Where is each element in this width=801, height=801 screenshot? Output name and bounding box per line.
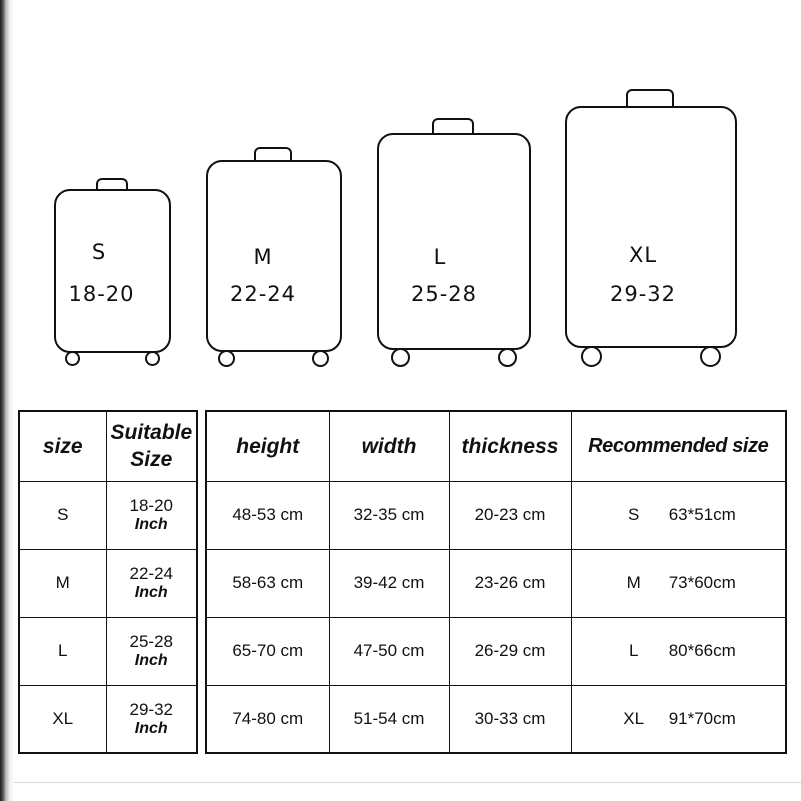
size-header: size	[19, 411, 106, 481]
thickness-cell: 23-26 cm	[449, 549, 571, 617]
recommended-size-code: S	[628, 505, 640, 524]
table-row	[206, 481, 786, 549]
suitable-size-cell	[106, 481, 197, 549]
dimension-table-header-row	[206, 411, 786, 481]
luggage-wheel-icon	[581, 346, 602, 367]
recommended-size-header: Recommended size	[571, 411, 786, 481]
thickness-cell: 30-33 cm	[449, 685, 571, 753]
recommended-size-cell	[571, 617, 786, 685]
size-table	[18, 410, 198, 754]
height-cell: 48-53 cm	[206, 481, 329, 549]
left-edge-shadow	[0, 0, 14, 801]
luggage-range-label: 18-20	[68, 282, 135, 306]
luggage-wheel-icon	[700, 346, 721, 367]
recommended-size-cell	[571, 549, 786, 617]
luggage-wheel-icon	[391, 348, 410, 367]
recommended-size-dims: 73*60cm	[668, 573, 736, 592]
recommended-size-code: M	[626, 573, 641, 592]
thickness-header: thickness	[449, 411, 571, 481]
suitable-size-cell	[106, 549, 197, 617]
recommended-size-cell	[571, 481, 786, 549]
height-cell: 74-80 cm	[206, 685, 329, 753]
table-row	[19, 549, 197, 617]
table-row	[206, 617, 786, 685]
recommended-size-code: L	[628, 641, 639, 660]
luggage-range-label: 29-32	[609, 282, 677, 306]
luggage-size-label: L	[433, 245, 447, 269]
luggage-size-label: S	[91, 240, 107, 264]
height-cell: 65-70 cm	[206, 617, 329, 685]
luggage-wheel-icon	[218, 350, 235, 367]
luggage-range-label: 22-24	[229, 282, 297, 306]
inch-unit: Inch	[134, 719, 168, 737]
recommended-size-cell	[571, 685, 786, 753]
table-row	[19, 617, 197, 685]
luggage-wheel-icon	[65, 351, 80, 366]
size-cell: XL	[19, 685, 106, 753]
size-table-header-row	[19, 411, 197, 481]
table-row	[206, 549, 786, 617]
recommended-size-dims: 80*66cm	[668, 641, 736, 660]
inch-unit: Inch	[134, 652, 168, 669]
size-cell: L	[19, 617, 106, 685]
luggage-size-label: XL	[628, 243, 658, 267]
suitable-range: 25-28	[129, 632, 173, 651]
luggage-wheel-icon	[312, 350, 329, 367]
suitable-range: 29-32	[129, 699, 173, 719]
size-cell: M	[19, 549, 106, 617]
table-row	[206, 685, 786, 753]
recommended-size-dims: 91*70cm	[668, 708, 736, 728]
luggage-handle-icon	[626, 89, 674, 107]
width-cell: 32-35 cm	[329, 481, 449, 549]
recommended-size-code: XL	[623, 708, 645, 728]
luggage-body-icon	[565, 106, 737, 348]
size-cell: S	[19, 481, 106, 549]
width-cell: 39-42 cm	[329, 549, 449, 617]
suitable-range: 22-24	[129, 564, 173, 583]
suitable-size-cell	[106, 617, 197, 685]
dimension-table	[205, 410, 787, 754]
bottom-divider	[14, 782, 801, 783]
table-row	[19, 685, 197, 753]
suitable-size-header: Suitable Size	[106, 411, 197, 481]
height-header: height	[206, 411, 329, 481]
luggage-handle-icon	[254, 147, 292, 161]
suitable-size-cell	[106, 685, 197, 753]
suitable-range: 18-20	[129, 496, 173, 515]
thickness-cell: 20-23 cm	[449, 481, 571, 549]
recommended-size-dims: 63*51cm	[668, 505, 736, 524]
width-cell: 47-50 cm	[329, 617, 449, 685]
luggage-wheel-icon	[498, 348, 517, 367]
width-cell: 51-54 cm	[329, 685, 449, 753]
luggage-body-icon	[54, 189, 171, 353]
luggage-wheel-icon	[145, 351, 160, 366]
thickness-cell: 26-29 cm	[449, 617, 571, 685]
luggage-size-label: M	[253, 245, 273, 269]
luggage-range-label: 25-28	[410, 282, 478, 306]
luggage-body-icon	[377, 133, 531, 350]
table-row	[19, 481, 197, 549]
inch-unit: Inch	[134, 584, 168, 601]
luggage-handle-icon	[432, 118, 474, 134]
width-header: width	[329, 411, 449, 481]
inch-unit: Inch	[134, 516, 168, 533]
height-cell: 58-63 cm	[206, 549, 329, 617]
